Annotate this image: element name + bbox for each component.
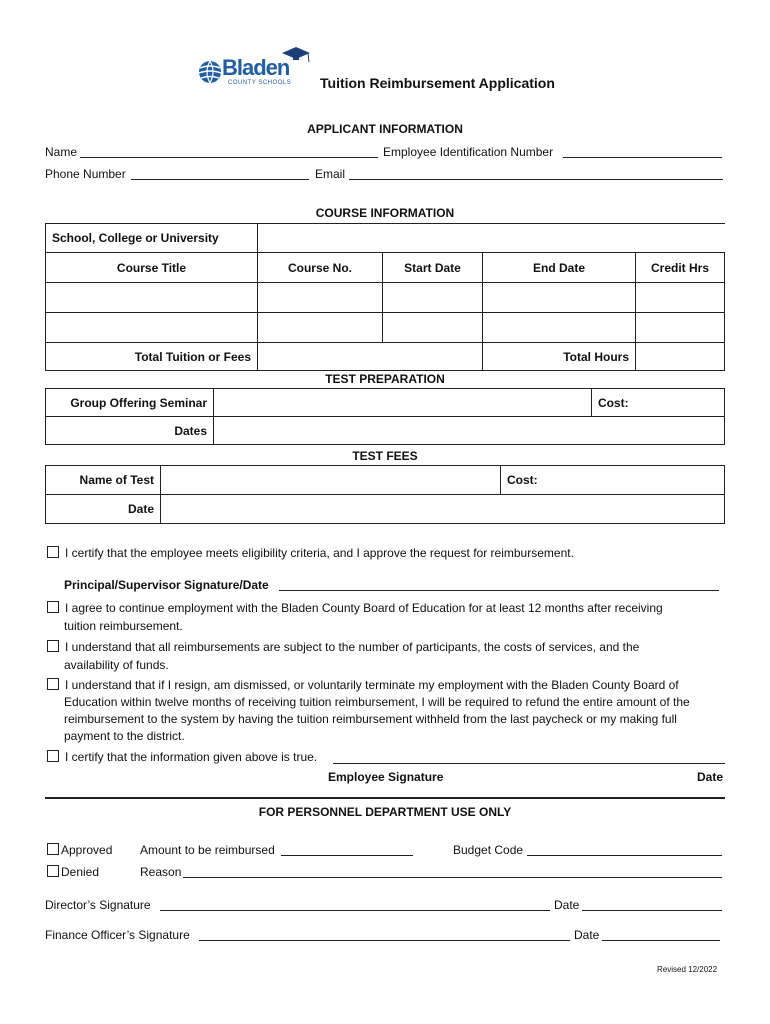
test-prep-heading: TEST PREPARATION bbox=[325, 372, 445, 386]
course-table bbox=[45, 223, 725, 371]
logo-name: Bladen bbox=[222, 55, 290, 80]
end-date-cell[interactable] bbox=[483, 283, 636, 313]
test-cost-field[interactable] bbox=[501, 466, 725, 495]
page-title: Tuition Reimbursement Application bbox=[320, 75, 555, 91]
test-date-label-cell bbox=[46, 495, 161, 524]
dates-field[interactable] bbox=[214, 417, 725, 445]
certify-eligibility-text: I certify that the employee meets eligibility criteria, and I approve the request for reimbursement. bbox=[65, 546, 574, 560]
amount-label: Amount to be reimbursed bbox=[140, 843, 275, 857]
credit-hrs-cell[interactable] bbox=[636, 283, 725, 313]
col-credit-hrs-label: Credit Hrs bbox=[650, 260, 709, 275]
certify-true bbox=[47, 750, 317, 764]
start-date-cell[interactable] bbox=[383, 283, 483, 313]
employee-sig-field[interactable] bbox=[333, 763, 725, 764]
col-course-title-label: Course Title bbox=[116, 260, 187, 275]
director-date-label: Date bbox=[554, 898, 580, 912]
col-start-date bbox=[383, 253, 483, 283]
revised-note: Revised 12/2022 bbox=[657, 965, 718, 974]
certify-employment-checkbox[interactable] bbox=[47, 601, 59, 613]
col-course-no-label: Course No. bbox=[287, 260, 352, 275]
approved-label: Approved bbox=[61, 843, 113, 857]
emp-id-field[interactable] bbox=[563, 157, 722, 158]
certify-funds-text-2: availability of funds. bbox=[64, 658, 169, 672]
group-label-cell bbox=[46, 389, 214, 417]
total-hours-label: Total Hours bbox=[563, 349, 629, 364]
employee-sig-label: Employee Signature bbox=[328, 770, 444, 784]
certify-employment bbox=[47, 599, 663, 635]
course-title-cell[interactable] bbox=[46, 313, 258, 343]
total-tuition-field[interactable] bbox=[258, 343, 483, 371]
certify-eligibility bbox=[47, 546, 574, 560]
certify-true-text: I certify that the information given above is true. bbox=[65, 750, 318, 764]
total-tuition-label: Total Tuition or Fees bbox=[134, 349, 251, 364]
certify-true-checkbox[interactable] bbox=[47, 750, 59, 762]
school-label: School, College or University bbox=[52, 231, 219, 245]
name-field[interactable] bbox=[80, 157, 378, 158]
test-name-label-cell bbox=[46, 466, 161, 495]
email-label: Email bbox=[315, 167, 346, 181]
approved-checkbox[interactable] bbox=[47, 843, 59, 855]
test-cost-label: Cost: bbox=[507, 473, 538, 487]
employee-date-label: Date bbox=[697, 770, 724, 784]
personnel-heading: FOR PERSONNEL DEPARTMENT USE ONLY bbox=[258, 805, 512, 819]
school-field[interactable] bbox=[258, 224, 725, 253]
prep-cost-label: Cost: bbox=[598, 395, 629, 410]
certify-employment-text: I agree to continue employment with the Bladen County Board of Education for at least 12 months after receiving bbox=[65, 601, 663, 615]
test-fees-table bbox=[45, 465, 725, 524]
amount-field[interactable] bbox=[281, 855, 413, 856]
name-label: Name bbox=[45, 145, 78, 159]
test-prep-table bbox=[45, 388, 725, 445]
course-heading: COURSE INFORMATION bbox=[315, 206, 455, 220]
test-date-label: Date bbox=[127, 502, 154, 516]
col-credit-hrs bbox=[636, 253, 725, 283]
course-row bbox=[46, 313, 725, 343]
finance-date-field[interactable] bbox=[602, 940, 720, 941]
test-date-field[interactable] bbox=[161, 495, 725, 524]
phone-field[interactable] bbox=[131, 179, 309, 180]
director-date-field[interactable] bbox=[582, 910, 722, 911]
budget-field[interactable] bbox=[527, 855, 722, 856]
col-course-title bbox=[46, 253, 258, 283]
certify-refund-text-3: reimbursement to the system by having the tuition reimbursement withheld from the last paycheck or my making full bbox=[64, 712, 677, 726]
total-tuition-label-cell bbox=[46, 343, 258, 371]
course-row bbox=[46, 283, 725, 313]
test-name-field[interactable] bbox=[161, 466, 501, 495]
finance-date-label: Date bbox=[574, 928, 600, 942]
bladen-logo bbox=[196, 44, 314, 96]
applicant-heading: APPLICANT INFORMATION bbox=[307, 122, 463, 136]
director-label: Director’s Signature bbox=[45, 898, 151, 912]
certify-refund-text-2: Education within twelve months of receiving tuition reimbursement, I will be required to refund the entire amount of the bbox=[64, 695, 690, 709]
dates-label: Dates bbox=[174, 423, 207, 438]
denied-label: Denied bbox=[61, 865, 100, 879]
group-field[interactable] bbox=[214, 389, 592, 417]
emp-id-label: Employee Identification Number bbox=[383, 145, 554, 159]
denied-checkbox[interactable] bbox=[47, 865, 59, 877]
approved-option bbox=[47, 843, 112, 857]
col-course-no bbox=[258, 253, 383, 283]
credit-hrs-cell[interactable] bbox=[636, 313, 725, 343]
school-label-cell bbox=[46, 224, 258, 253]
dates-label-cell bbox=[46, 417, 214, 445]
certify-funds-text: I understand that all reimbursements are subject to the number of participants, the costs of services, and the bbox=[65, 640, 640, 654]
end-date-cell[interactable] bbox=[483, 313, 636, 343]
prep-cost-field[interactable] bbox=[592, 389, 725, 417]
email-field[interactable] bbox=[349, 179, 723, 180]
logo-subtitle: COUNTY SCHOOLS bbox=[228, 80, 292, 86]
course-no-cell[interactable] bbox=[258, 283, 383, 313]
director-sig-field[interactable] bbox=[160, 910, 550, 911]
certify-funds-checkbox[interactable] bbox=[47, 640, 59, 652]
reason-label: Reason bbox=[140, 865, 182, 879]
certify-refund-text-4: payment to the district. bbox=[64, 729, 185, 743]
finance-label: Finance Officer’s Signature bbox=[45, 928, 190, 942]
start-date-cell[interactable] bbox=[383, 313, 483, 343]
total-hours-label-cell bbox=[483, 343, 636, 371]
col-start-date-label: Start Date bbox=[404, 260, 461, 275]
col-end-date-label: End Date bbox=[532, 260, 585, 275]
group-label: Group Offering Seminar bbox=[70, 395, 207, 410]
certify-refund-text: I understand that if I resign, am dismissed, or voluntarily terminate my employment with the Bladen County Board of bbox=[65, 678, 679, 692]
principal-sig-label: Principal/Supervisor Signature/Date bbox=[64, 578, 269, 592]
certify-refund bbox=[47, 677, 690, 745]
budget-label: Budget Code bbox=[453, 843, 524, 857]
test-name-label: Name of Test bbox=[79, 473, 154, 487]
course-no-cell[interactable] bbox=[258, 313, 383, 343]
phone-label: Phone Number bbox=[45, 167, 126, 181]
certify-refund-checkbox[interactable] bbox=[47, 678, 59, 690]
denied-option bbox=[47, 865, 99, 879]
certify-employment-text-2: tuition reimbursement. bbox=[64, 619, 183, 633]
reason-field[interactable] bbox=[183, 877, 722, 878]
course-title-cell[interactable] bbox=[46, 283, 258, 313]
total-hours-field[interactable] bbox=[636, 343, 725, 371]
col-end-date bbox=[483, 253, 636, 283]
divider bbox=[45, 797, 725, 799]
finance-sig-field[interactable] bbox=[199, 940, 570, 941]
principal-sig-field[interactable] bbox=[279, 590, 719, 591]
test-fees-heading: TEST FEES bbox=[352, 449, 418, 463]
certify-eligibility-checkbox[interactable] bbox=[47, 546, 59, 558]
certify-funds bbox=[47, 638, 639, 674]
